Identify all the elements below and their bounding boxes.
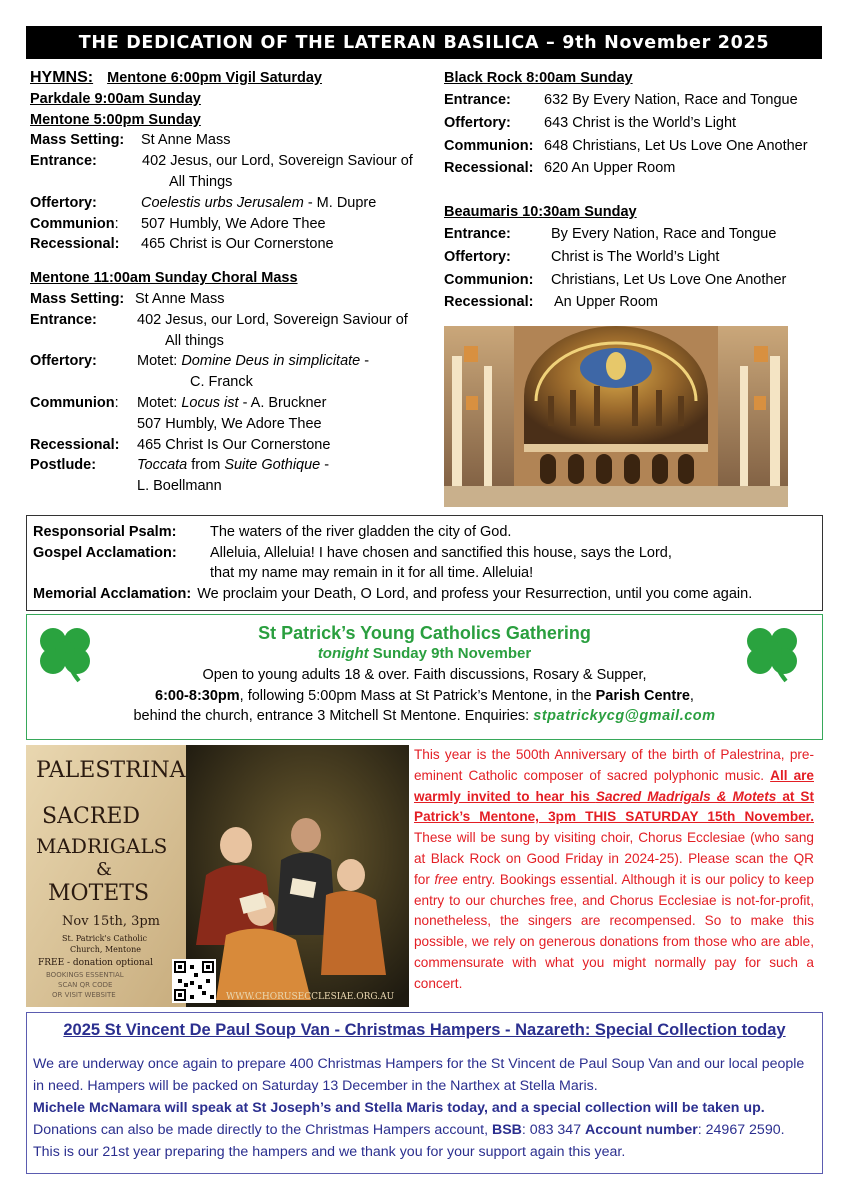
m5-mass-setting: St Anne Mass — [141, 132, 231, 149]
svdp-acct: : 24967 2590. — [697, 1122, 785, 1138]
poster-line1: SACRED — [42, 804, 141, 829]
poster-venue1: St. Patrick's Catholic — [62, 934, 148, 943]
pal-free: free — [434, 871, 458, 887]
pal-u-it: Sacred Madrigals & Motets — [595, 788, 777, 804]
br-entrance: 632 By Every Nation, Race and Tongue — [544, 91, 798, 108]
bm-entrance-row — [444, 223, 834, 246]
palestrina-poster — [26, 745, 409, 1007]
pal-p2: These will be sung by visiting choir, Chorus Ecclesiae (who sang at Black Rock on Good Friday in 2024-25). Please scan the QR for — [414, 830, 814, 887]
m5-recessional-label: Recessional: — [30, 236, 120, 253]
svdp-p3 — [33, 1119, 818, 1141]
br-entrance-row — [444, 89, 834, 112]
bm-recessional-label: Recessional: — [444, 293, 534, 310]
hymns-heading-row — [30, 68, 440, 89]
br-communion: 648 Christians, Let Us Love One Another — [544, 137, 808, 154]
yc-line3 — [27, 706, 822, 727]
poster-book2: SCAN QR CODE — [58, 981, 113, 989]
tonight-label: tonight — [317, 645, 369, 662]
m11-communion-colon: : — [114, 394, 119, 411]
svdp-bsb-label: BSB — [491, 1122, 522, 1138]
poster-website: WWW.CHORUSECCLESIAE.ORG.AU — [226, 992, 395, 1002]
m5-offertory-label: Offertory: — [30, 194, 97, 211]
young-catholics-box — [26, 614, 823, 740]
poster-free: FREE - donation optional — [38, 958, 153, 968]
m11-mass-setting: St Anne Mass — [135, 290, 225, 307]
m11-postlude-composer: L. Boellmann — [137, 478, 222, 495]
gospel-1: Alleluia, Alleluia! I have chosen and sanctified this house, says the Lord, — [210, 544, 672, 561]
br-recessional-label: Recessional: — [444, 159, 534, 176]
psalm-acclamation-box — [26, 515, 823, 611]
gospel-row — [33, 543, 816, 564]
mentone-5pm-header: Mentone 5:00pm Sunday — [30, 111, 201, 128]
br-recessional: 620 An Upper Room — [544, 159, 676, 176]
m5-communion-colon: : — [114, 215, 119, 232]
page-title-banner: THE DEDICATION OF THE LATERAN BASILICA – 9th November 2025 — [26, 26, 822, 59]
br-recessional-row — [444, 158, 834, 179]
pal-p1: This year is the 500th Anniversary of the birth of Palestrina, pre-eminent Catholic composer of sacred polyphonic music. — [414, 747, 814, 783]
m5-offertory-composer: - M. Dupre — [303, 194, 377, 211]
bm-communion: Christians, Let Us Love One Another — [551, 271, 787, 288]
m5-communion-row — [30, 214, 440, 235]
poster-venue2: Church, Mentone — [70, 945, 141, 954]
m11-offertory-label: Offertory: — [30, 353, 97, 370]
date-label: Sunday 9th November — [368, 645, 532, 662]
m11-postlude-suite: Suite Gothique — [224, 457, 321, 474]
resp-psalm: The waters of the river gladden the city of God. — [210, 524, 512, 540]
m11-entrance-label: Entrance: — [30, 311, 97, 328]
bm-entrance: By Every Nation, Race and Tongue — [551, 225, 777, 242]
br-entrance-label: Entrance: — [444, 91, 511, 108]
poster-line3: MOTETS — [48, 881, 150, 906]
m5-mass-setting-label: Mass Setting: — [30, 132, 125, 149]
mentone-11am-header: Mentone 11:00am Sunday Choral Mass — [30, 270, 298, 287]
m11-offertory-composer: C. Franck — [190, 374, 253, 391]
poster-date: Nov 15th, 3pm — [62, 914, 161, 929]
m11-entrance-row — [30, 310, 440, 331]
yc-line3-text: behind the church, entrance 3 Mitchell St Mentone. Enquiries: — [133, 708, 534, 724]
svdp-acct-label: Account number — [585, 1122, 698, 1138]
pal-p3: entry. Bookings essential. Although it is our policy to keep entry to our churches free, and Chorus Ecclesiae is not-for-profit, nonetheless, the singers are recompensed. So to make this possible, we rely on generous donations from those who are able, commensurate with what you might normally pay for such a concert. — [414, 871, 814, 991]
svdp-p4: This is our 21st year preparing the hampers and we thank you for your support again this year. — [33, 1144, 626, 1160]
m11-recessional-label: Recessional: — [30, 436, 120, 453]
yc-line1: Open to young adults 18 & over. Faith discussions, Rosary & Supper, — [202, 667, 647, 683]
gospel-label: Gospel Acclamation: — [33, 544, 177, 561]
m11-mass-setting-row — [30, 289, 440, 310]
young-catholics-date — [27, 645, 822, 662]
yc-line2b: , — [689, 687, 694, 704]
m5-entrance: 402 Jesus, our Lord, Sovereign Saviour of — [142, 153, 413, 170]
yc-line2 — [27, 686, 822, 707]
m11-entrance: 402 Jesus, our Lord, Sovereign Saviour of — [137, 311, 408, 328]
poster-line2: MADRIGALS — [36, 834, 168, 858]
m11-recessional: 465 Christ Is Our Cornerstone — [137, 436, 331, 453]
m5-offertory-row — [30, 193, 440, 214]
m11-offertory-dash: - — [360, 353, 370, 370]
m11-communion-prefix: Motet: — [137, 394, 182, 411]
memorial-row — [33, 584, 816, 605]
svdp-p1: We are underway once again to prepare 400 Christmas Hampers for the St Vincent de Paul Soup Van and our local people in need. Hampers will be packed on Saturday 13 December in the Narthex at Stella Maris. — [33, 1056, 805, 1094]
poster-title: PALESTRINA — [36, 758, 186, 783]
m5-mass-setting-row — [30, 130, 440, 151]
beaumaris-header: Beaumaris 10:30am Sunday — [444, 203, 637, 220]
svdp-body — [33, 1053, 818, 1163]
mentone-vigil-header: Mentone 6:00pm Vigil Saturday — [107, 70, 322, 86]
m5-entrance-row — [30, 151, 440, 172]
poster-amp: & — [96, 859, 113, 880]
yc-parish: Parish Centre — [595, 687, 690, 704]
hymns-left-column — [30, 68, 440, 497]
m11-communion-composer: - A. Bruckner — [238, 394, 327, 411]
m5-entrance-cont: All Things — [169, 173, 233, 190]
bm-offertory-row — [444, 246, 834, 269]
m5-communion: 507 Humbly, We Adore Thee — [141, 215, 326, 232]
m11-postlude-row — [30, 455, 440, 476]
m11-entrance-cont: All things — [165, 332, 224, 349]
m11-communion-row — [30, 393, 440, 414]
poster-book1: BOOKINGS ESSENTIAL — [46, 971, 124, 979]
m5-recessional-row — [30, 234, 440, 255]
palestrina-concert-text — [414, 745, 814, 995]
br-communion-label: Communion: — [444, 137, 534, 154]
bm-offertory: Christ is The World’s Light — [551, 248, 720, 265]
pal-u2: at St Patrick’s Mentone, 3pm THIS SATURDAY 15th November. — [414, 788, 815, 825]
m5-offertory-title: Coelestis urbs Jerusalem — [141, 194, 304, 211]
br-communion-row — [444, 135, 834, 158]
basilica-interior-image — [444, 326, 788, 507]
m11-postlude-title: Toccata — [137, 457, 188, 474]
m11-mass-setting-label: Mass Setting: — [30, 290, 125, 307]
resp-psalm-row — [33, 522, 816, 543]
br-offertory: 643 Christ is the World’s Light — [544, 114, 737, 131]
svdp-bsb: : 083 347 — [521, 1122, 586, 1138]
yc-line2a: , following 5:00pm Mass at St Patrick’s Mentone, in the — [239, 687, 596, 704]
poster-book3: OR VISIT WEBSITE — [52, 991, 116, 999]
memorial: We proclaim your Death, O Lord, and profess your Resurrection, until you come again. — [197, 585, 753, 602]
svdp-hampers-box — [26, 1012, 823, 1174]
br-offertory-label: Offertory: — [444, 114, 511, 131]
gospel-2: that my name may remain in it for all time. Alleluia! — [210, 565, 534, 581]
m11-offertory-prefix: Motet: — [137, 353, 182, 370]
svdp-title: 2025 St Vincent De Paul Soup Van - Christmas Hampers - Nazareth: Special Collection today — [63, 1021, 786, 1039]
bm-communion-label: Communion: — [444, 271, 534, 288]
br-offertory-row — [444, 112, 834, 135]
m5-entrance-label: Entrance: — [30, 153, 97, 170]
parkdale-header: Parkdale 9:00am Sunday — [30, 90, 201, 107]
yc-time: 6:00-8:30pm — [155, 687, 240, 704]
m11-postlude-dash: - — [320, 457, 330, 474]
hymns-right-column — [444, 68, 834, 313]
svdp-p3a: Donations can also be made directly to the Christmas Hampers account, — [33, 1122, 492, 1138]
m11-postlude-from: from — [187, 457, 225, 474]
bm-communion-row — [444, 269, 834, 292]
email-link[interactable]: stpatrickycg@gmail.com — [533, 708, 716, 724]
memorial-label: Memorial Acclamation: — [33, 585, 192, 602]
m11-offertory-row — [30, 351, 440, 372]
m11-postlude-label: Postlude: — [30, 457, 97, 474]
bm-recessional-row — [444, 292, 834, 313]
young-catholics-body — [27, 665, 822, 727]
bm-recessional: An Upper Room — [554, 293, 658, 310]
m11-offertory-title: Domine Deus in simplicitate — [181, 353, 361, 370]
hymns-label: HYMNS: — [30, 69, 94, 86]
m11-recessional-row — [30, 435, 440, 456]
m5-communion-label: Communion — [30, 215, 115, 232]
resp-psalm-label: Responsorial Psalm: — [33, 524, 177, 540]
svdp-p2: Michele McNamara will speak at St Joseph’s and Stella Maris today, and a special collection will be taken up. — [33, 1100, 765, 1116]
young-catholics-title: St Patrick’s Young Catholics Gathering — [258, 623, 591, 643]
qr-code-icon — [172, 959, 216, 1003]
m5-recessional: 465 Christ is Our Cornerstone — [141, 236, 334, 253]
black-rock-header: Black Rock 8:00am Sunday — [444, 70, 633, 86]
m11-communion-label: Communion — [30, 394, 115, 411]
bm-entrance-label: Entrance: — [444, 225, 511, 242]
m11-communion-2: 507 Humbly, We Adore Thee — [137, 415, 322, 432]
pal-u1: All are warmly invited to hear his — [414, 767, 814, 804]
m11-communion-title: Locus ist — [181, 394, 239, 411]
bm-offertory-label: Offertory: — [444, 248, 511, 265]
